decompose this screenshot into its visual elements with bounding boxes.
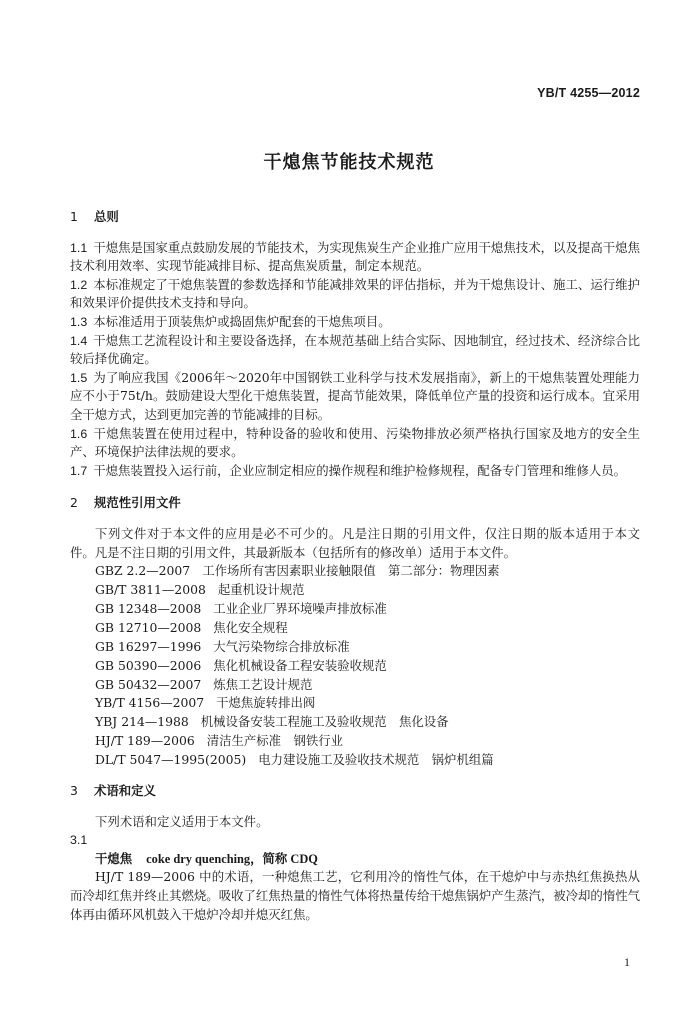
reference-item: [95, 713, 640, 732]
clause: [70, 369, 640, 425]
reference-name: 大气污染物综合排放标准: [213, 638, 350, 654]
reference-name: 起重机设计规范: [217, 582, 305, 597]
section-title: 规范性引用文件: [94, 495, 181, 511]
reference-name: 工业企业厂界环境噪声排放标准: [213, 600, 387, 616]
reference-item: [95, 562, 640, 581]
reference-item: [95, 581, 640, 600]
section-heading: [70, 782, 640, 801]
clause: [70, 239, 640, 276]
section-heading: [70, 208, 640, 227]
section-title: 总则: [94, 209, 119, 224]
clause-number: 1.2: [70, 277, 88, 292]
clause-number: 1.4: [70, 333, 88, 348]
section-intro: 下列术语和定义适用于本文件。: [95, 813, 269, 829]
clause-text: 干熄焦是国家重点鼓励发展的节能技术，为实现焦炭生产企业推广应用干熄焦技术，以及提高干熄焦技术利用效率、实现节能减排目标、提高焦炭质量，制定本规范。: [70, 239, 640, 274]
term-english: coke dry quenching，简称 CDQ: [146, 851, 318, 866]
section-number: 3: [70, 783, 78, 799]
clause-text: 本标准适用于顶装焦炉或捣固焦炉配套的干熄焦项目。: [93, 313, 391, 329]
reference-code: YB/T 4156—2007: [95, 695, 205, 711]
reference-item: [95, 694, 640, 713]
reference-list: [70, 562, 640, 770]
reference-item: [95, 732, 640, 751]
clause-number: 1.6: [70, 426, 88, 441]
clause: [70, 313, 640, 332]
clause: [70, 425, 640, 462]
reference-item: [95, 619, 640, 638]
clause-number: 1.3: [70, 314, 88, 329]
page-number: 1: [624, 955, 630, 969]
clause: [70, 462, 640, 481]
reference-item: [95, 751, 640, 770]
term-entry: [70, 850, 640, 869]
reference-name: 干熄焦旋转排出阀: [216, 695, 316, 711]
reference-item: [95, 638, 640, 657]
term-chinese: 干熄焦: [95, 850, 133, 866]
reference-name: 焦化安全规程: [213, 619, 288, 635]
clause-text: 为了响应我国《2006年～2020年中国钢铁工业科学与技术发展指南》，新上的干熄焦装置处理能力应不小于75t/h。鼓励建设大型化干熄焦装置，提高节能效果，降低单位产量的投资和运行成本。宜采用全干熄方式，达到更加完善的节能减排的目标。: [70, 369, 640, 422]
document-title: 干熄焦节能技术规范: [263, 152, 435, 173]
reference-name: 工作场所有害因素职业接触限值 第二部分：物理因素: [202, 563, 500, 579]
reference-code: GB 16297—1996: [95, 638, 202, 654]
reference-name: 清洁生产标准 钢铁行业: [206, 733, 344, 749]
reference-name: 电力建设施工及验收技术规范 锅炉机组篇: [258, 752, 494, 768]
clause-number: 1.1: [70, 240, 88, 255]
reference-code: DL/T 5047—1995(2005): [95, 752, 247, 768]
reference-code: GB 50432—2007: [95, 676, 202, 692]
clause-text: 本标准规定了干熄焦装置的参数选择和节能减排效果的评估指标，并为干熄焦设计、施工、运行维护和效果评价提供技术支持和导向。: [70, 276, 640, 311]
section-heading: [70, 494, 640, 513]
reference-code: YBJ 214—1988: [95, 714, 189, 730]
document-body: [70, 208, 640, 924]
reference-name: 炼焦工艺设计规范: [213, 676, 313, 692]
reference-name: 焦化机械设备工程安装验收规范: [213, 657, 387, 673]
reference-code: HJ/T 189—2006: [95, 733, 195, 749]
term-definition: HJ/T 189—2006 中的术语，一种熄焦工艺，它利用冷的惰性气体，在干熄炉中与赤热红焦换热从而冷却红焦并终止其燃烧。吸收了红焦热量的惰性气体将热量传给干熄焦锅炉产生蒸汽，被冷却的惰性气体再由循环风机鼓入干熄炉冷却并熄灭红焦。: [70, 869, 640, 922]
clause-number: 1.7: [70, 463, 88, 478]
section-title: 术语和定义: [94, 783, 156, 799]
reference-code: GB 12710—2008: [95, 619, 202, 635]
clause-number: 1.5: [70, 370, 88, 385]
clause-text: 干熄焦装置投入运行前，企业应制定相应的操作规程和维护检修规程，配备专门管理和维修人员。: [93, 462, 627, 478]
reference-item: [95, 676, 640, 695]
reference-code: GB 12348—2008: [95, 600, 202, 616]
clause-text: 干熄焦装置在使用过程中，特种设备的验收和使用、污染物排放必须严格执行国家及地方的安全生产、环境保护法律法规的要求。: [70, 425, 640, 460]
clause-text: 干熄焦工艺流程设计和主要设备选择，在本规范基础上结合实际、因地制宜，经过技术、经济综合比较后择优确定。: [70, 332, 640, 367]
reference-item: [95, 600, 640, 619]
section-number: 1: [70, 209, 78, 224]
section-intro: 下列文件对于本文件的应用是必不可少的。凡是注日期的引用文件，仅注日期的版本适用于本文件。凡是不注日期的引用文件，其最新版本（包括所有的修改单）适用于本文件。: [70, 525, 640, 560]
reference-item: [95, 657, 640, 676]
reference-code: GB 50390—2006: [95, 657, 202, 673]
clause: [70, 332, 640, 369]
standard-code: YB/T 4255—2012: [537, 86, 640, 100]
reference-code: GB/T 3811—2008: [95, 582, 206, 597]
section-number: 2: [70, 495, 78, 511]
reference-name: 机械设备安装工程施工及验收规范 焦化设备: [200, 714, 449, 730]
clause: [70, 276, 640, 313]
subsection-number: 3.1: [70, 833, 88, 848]
reference-code: GBZ 2.2—2007: [95, 563, 191, 579]
